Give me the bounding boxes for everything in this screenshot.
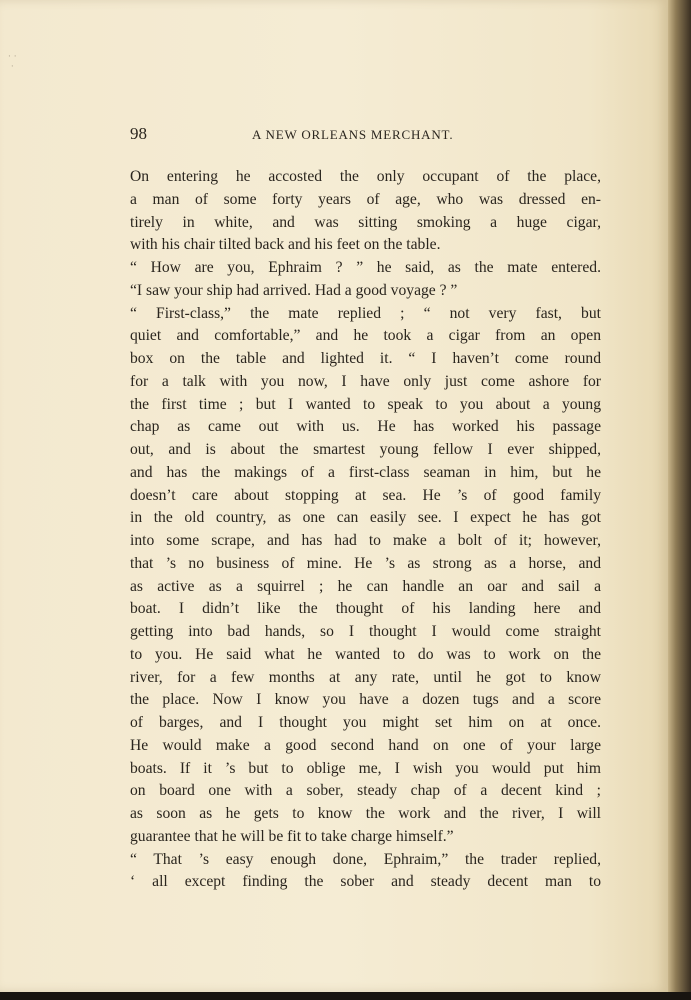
running-head: A NEW ORLEANS MERCHANT. xyxy=(252,127,454,142)
text-line: doesn’t care about stopping at sea. He ’s of good family xyxy=(130,486,601,504)
text-line: tirely in white, and was sitting smoking a huge cigar, xyxy=(130,213,601,231)
text-line: in the old country, as one can easily see. I expect he has got xyxy=(130,509,601,527)
text-line: quiet and comfortable,” and he took a cigar from an open xyxy=(130,327,601,345)
text-line: box on the table and lighted it. “ I haven’t come round xyxy=(130,350,601,367)
text-line: and has the makings of a first-class seaman in him, but he xyxy=(130,463,601,481)
text-line: the place. Now I know you have a dozen tugs and a score xyxy=(130,691,601,709)
text-line: the first time ; but I wanted to speak to you about a young xyxy=(130,395,601,413)
text-line: as soon as he gets to know the work and the river, I will xyxy=(130,805,601,822)
text-line: boat. I didn’t like the thought of his landing here and xyxy=(130,600,601,618)
text-line: On entering he accosted the only occupant of the place, xyxy=(130,168,601,185)
text-line: chap as came out with us. He has worked his passage xyxy=(130,418,601,436)
text-line: as active as a squirrel ; he can handle an oar and sail a xyxy=(130,577,601,595)
text-line: He would make a good second hand on one of your large xyxy=(130,736,601,754)
text-line: out, and is about the smartest young fellow I ever shipped, xyxy=(130,441,601,458)
text-line: river, for a few months at any rate, until he got to know xyxy=(130,668,601,686)
text-line: that ’s no business of mine. He ’s as strong as a horse, and xyxy=(130,554,601,572)
body-text xyxy=(130,166,601,894)
text-line: “I saw your ship had arrived. Had a good voyage ? ” xyxy=(130,281,458,299)
text-line: for a talk with you now, I have only just come ashore for xyxy=(130,372,601,390)
text-line: into some scrape, and has had to make a bolt of it; however, xyxy=(130,532,601,549)
page-bottom-edge xyxy=(0,992,691,1000)
page-gutter-shadow xyxy=(668,0,691,992)
text-line: a man of some forty years of age, who was dressed en- xyxy=(130,190,601,208)
text-line: getting into bad hands, so I thought I would come straight xyxy=(130,623,601,640)
text-line: ‘ all except finding the sober and steady decent man to xyxy=(130,873,601,891)
page-number: 98 xyxy=(130,124,147,143)
page-header xyxy=(128,124,602,148)
text-line: with his chair tilted back and his feet on the table. xyxy=(130,236,441,254)
text-line: to you. He said what he wanted to do was to work on the xyxy=(130,645,601,663)
text-line: of barges, and I thought you might set him on at once. xyxy=(130,714,601,731)
text-line: boats. If it ’s but to oblige me, I wish you would put him xyxy=(130,759,601,777)
text-line: “ That ’s easy enough done, Ephraim,” the trader replied, xyxy=(130,850,601,868)
margin-specks: · · · xyxy=(8,52,17,72)
text-line: “ How are you, Ephraim ? ” he said, as the mate entered. xyxy=(130,259,601,276)
text-line: on board one with a sober, steady chap of a decent kind ; xyxy=(130,782,601,800)
text-line: guarantee that he will be fit to take charge himself.” xyxy=(130,827,454,845)
text-line: “ First-class,” the mate replied ; “ not very fast, but xyxy=(130,304,601,322)
